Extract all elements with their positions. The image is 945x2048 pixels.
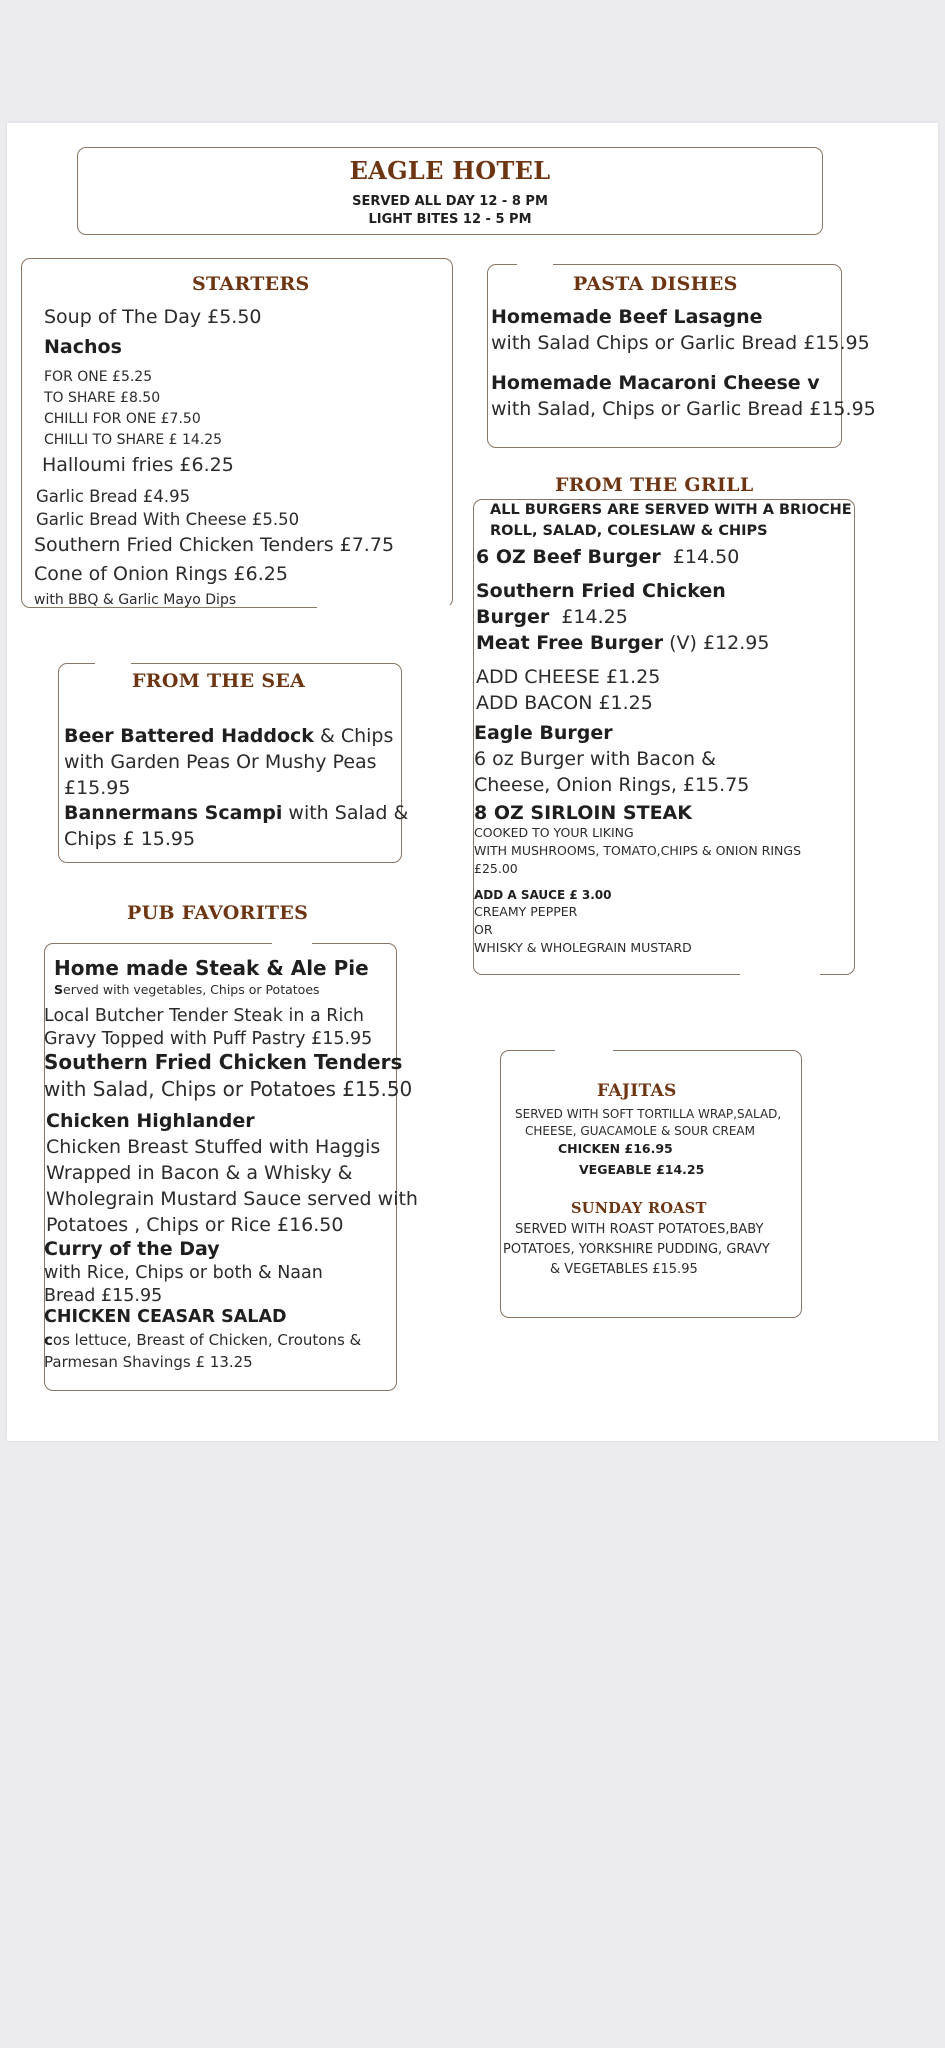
pub-curry-name: Curry of the Day <box>44 1238 220 1260</box>
fajitas-desc-1: SERVED WITH SOFT TORTILLA WRAP,SALAD, <box>515 1107 782 1121</box>
pub-curry-desc-2: Bread £15.95 <box>44 1286 163 1306</box>
pasta-lasagne-desc: with Salad Chips or Garlic Bread £15.95 <box>491 332 870 354</box>
pasta-lasagne-name: Homemade Beef Lasagne <box>491 306 763 328</box>
pasta-macaroni-name: Homemade Macaroni Cheese v <box>491 372 820 394</box>
starter-garlic-bread: Garlic Bread £4.95 <box>36 487 191 506</box>
sea-haddock-price: £15.95 <box>64 777 131 799</box>
service-hours: SERVED ALL DAY 12 - 8 PM <box>352 194 548 209</box>
pub-pie-desc-2: Gravy Topped with Puff Pastry £15.95 <box>44 1029 373 1049</box>
sunday-roast-desc-2: POTATOES, YORKSHIRE PUDDING, GRAVY <box>503 1242 770 1257</box>
grill-eagle-burger-name: Eagle Burger <box>474 722 613 744</box>
grill-add-cheese: ADD CHEESE £1.25 <box>476 666 661 688</box>
grill-meat-free-burger: Meat Free Burger (V) £12.95 <box>476 632 770 654</box>
sea-haddock: Beer Battered Haddock & Chips <box>64 725 394 747</box>
starter-nachos: Nachos <box>44 336 122 358</box>
grill-sirloin-desc-2: WITH MUSHROOMS, TOMATO,CHIPS & ONION RINGS <box>474 843 802 858</box>
grill-beef-burger: 6 OZ Beef Burger £14.50 <box>476 546 740 568</box>
pub-highlander-desc-4: Potatoes , Chips or Rice £16.50 <box>46 1214 344 1236</box>
sunday-roast-desc-3: & VEGETABLES £15.95 <box>550 1262 698 1277</box>
pub-sfc-name: Southern Fried Chicken Tenders <box>44 1050 403 1074</box>
nachos-for-one: FOR ONE £5.25 <box>44 369 153 385</box>
grill-sfc-burger-line1: Southern Fried Chicken <box>476 580 726 602</box>
pasta-macaroni-desc: with Salad, Chips or Garlic Bread £15.95 <box>491 398 876 420</box>
pub-pie-served: Served with vegetables, Chips or Potatoes <box>54 982 320 997</box>
light-bites-hours: LIGHT BITES 12 - 5 PM <box>368 212 532 227</box>
nachos-to-share: TO SHARE £8.50 <box>44 390 161 406</box>
grill-sirloin-desc-1: COOKED TO YOUR LIKING <box>474 825 634 840</box>
pub-caesar-desc-2: Parmesan Shavings £ 13.25 <box>44 1353 253 1371</box>
pub-highlander-desc-1: Chicken Breast Stuffed with Haggis <box>46 1136 381 1158</box>
pub-caesar-desc-1: cos lettuce, Breast of Chicken, Croutons & <box>44 1331 362 1349</box>
sea-scampi-price: Chips £ 15.95 <box>64 828 196 850</box>
starter-chicken-tenders: Southern Fried Chicken Tenders £7.75 <box>34 534 395 556</box>
grill-note-1: ALL BURGERS ARE SERVED WITH A BRIOCHE <box>490 502 852 518</box>
fajitas-desc-2: CHEESE, GUACAMOLE & SOUR CREAM <box>525 1124 755 1138</box>
grill-note-2: ROLL, SALAD, COLESLAW & CHIPS <box>490 523 768 539</box>
sea-scampi: Bannermans Scampi with Salad & <box>64 802 409 824</box>
pub-pie-desc-1: Local Butcher Tender Steak in a Rich <box>44 1006 365 1026</box>
pub-highlander-name: Chicken Highlander <box>46 1110 255 1132</box>
grill-sauce-whisky: WHISKY & WHOLEGRAIN MUSTARD <box>474 940 692 955</box>
sunday-roast-heading: SUNDAY ROAST <box>571 1200 707 1217</box>
pub-heading: PUB FAVORITES <box>127 902 309 924</box>
grill-eagle-burger-desc-2: Cheese, Onion Rings, £15.75 <box>474 774 750 796</box>
starter-soup: Soup of The Day £5.50 <box>44 306 262 328</box>
starters-heading: STARTERS <box>192 273 310 295</box>
grill-sirloin-name: 8 OZ SIRLOIN STEAK <box>474 802 692 824</box>
pub-highlander-desc-3: Wholegrain Mustard Sauce served with <box>46 1188 418 1210</box>
grill-add-bacon: ADD BACON £1.25 <box>476 692 653 714</box>
header-box <box>77 147 823 235</box>
grill-sfc-burger-line2: Burger £14.25 <box>476 606 628 628</box>
starter-halloumi: Halloumi fries £6.25 <box>42 454 234 476</box>
pub-sfc-desc: with Salad, Chips or Potatoes £15.50 <box>44 1077 413 1101</box>
sea-heading: FROM THE SEA <box>132 670 306 692</box>
menu-sheet <box>7 123 938 1441</box>
grill-sirloin-price: £25.00 <box>474 861 518 876</box>
pub-highlander-desc-2: Wrapped in Bacon & a Whisky & <box>46 1162 353 1184</box>
starter-dips: with BBQ & Garlic Mayo Dips <box>34 592 237 608</box>
pub-curry-desc-1: with Rice, Chips or both & Naan <box>44 1263 323 1283</box>
grill-sauce-heading: ADD A SAUCE £ 3.00 <box>474 888 612 902</box>
starter-garlic-bread-cheese: Garlic Bread With Cheese £5.50 <box>36 510 300 529</box>
fajitas-heading: FAJITAS <box>597 1081 677 1101</box>
grill-sauce-or: OR <box>474 922 493 937</box>
fajitas-chicken: CHICKEN £16.95 <box>558 1141 673 1156</box>
pub-pie-name: Home made Steak & Ale Pie <box>54 956 369 980</box>
grill-eagle-burger-desc-1: 6 oz Burger with Bacon & <box>474 748 716 770</box>
fajitas-vegeable: VEGEABLE £14.25 <box>579 1162 705 1177</box>
pasta-heading: PASTA DISHES <box>573 273 738 295</box>
sea-haddock-desc: with Garden Peas Or Mushy Peas <box>64 751 377 773</box>
grill-heading: FROM THE GRILL <box>555 474 754 496</box>
sunday-roast-desc-1: SERVED WITH ROAST POTATOES,BABY <box>515 1222 764 1237</box>
chilli-to-share: CHILLI TO SHARE £ 14.25 <box>44 432 223 448</box>
hotel-title: EAGLE HOTEL <box>349 156 551 185</box>
chilli-for-one: CHILLI FOR ONE £7.50 <box>44 411 201 427</box>
pub-caesar-name: CHICKEN CEASAR SALAD <box>44 1307 287 1327</box>
starter-onion-rings: Cone of Onion Rings £6.25 <box>34 563 288 585</box>
grill-sauce-pepper: CREAMY PEPPER <box>474 904 578 919</box>
